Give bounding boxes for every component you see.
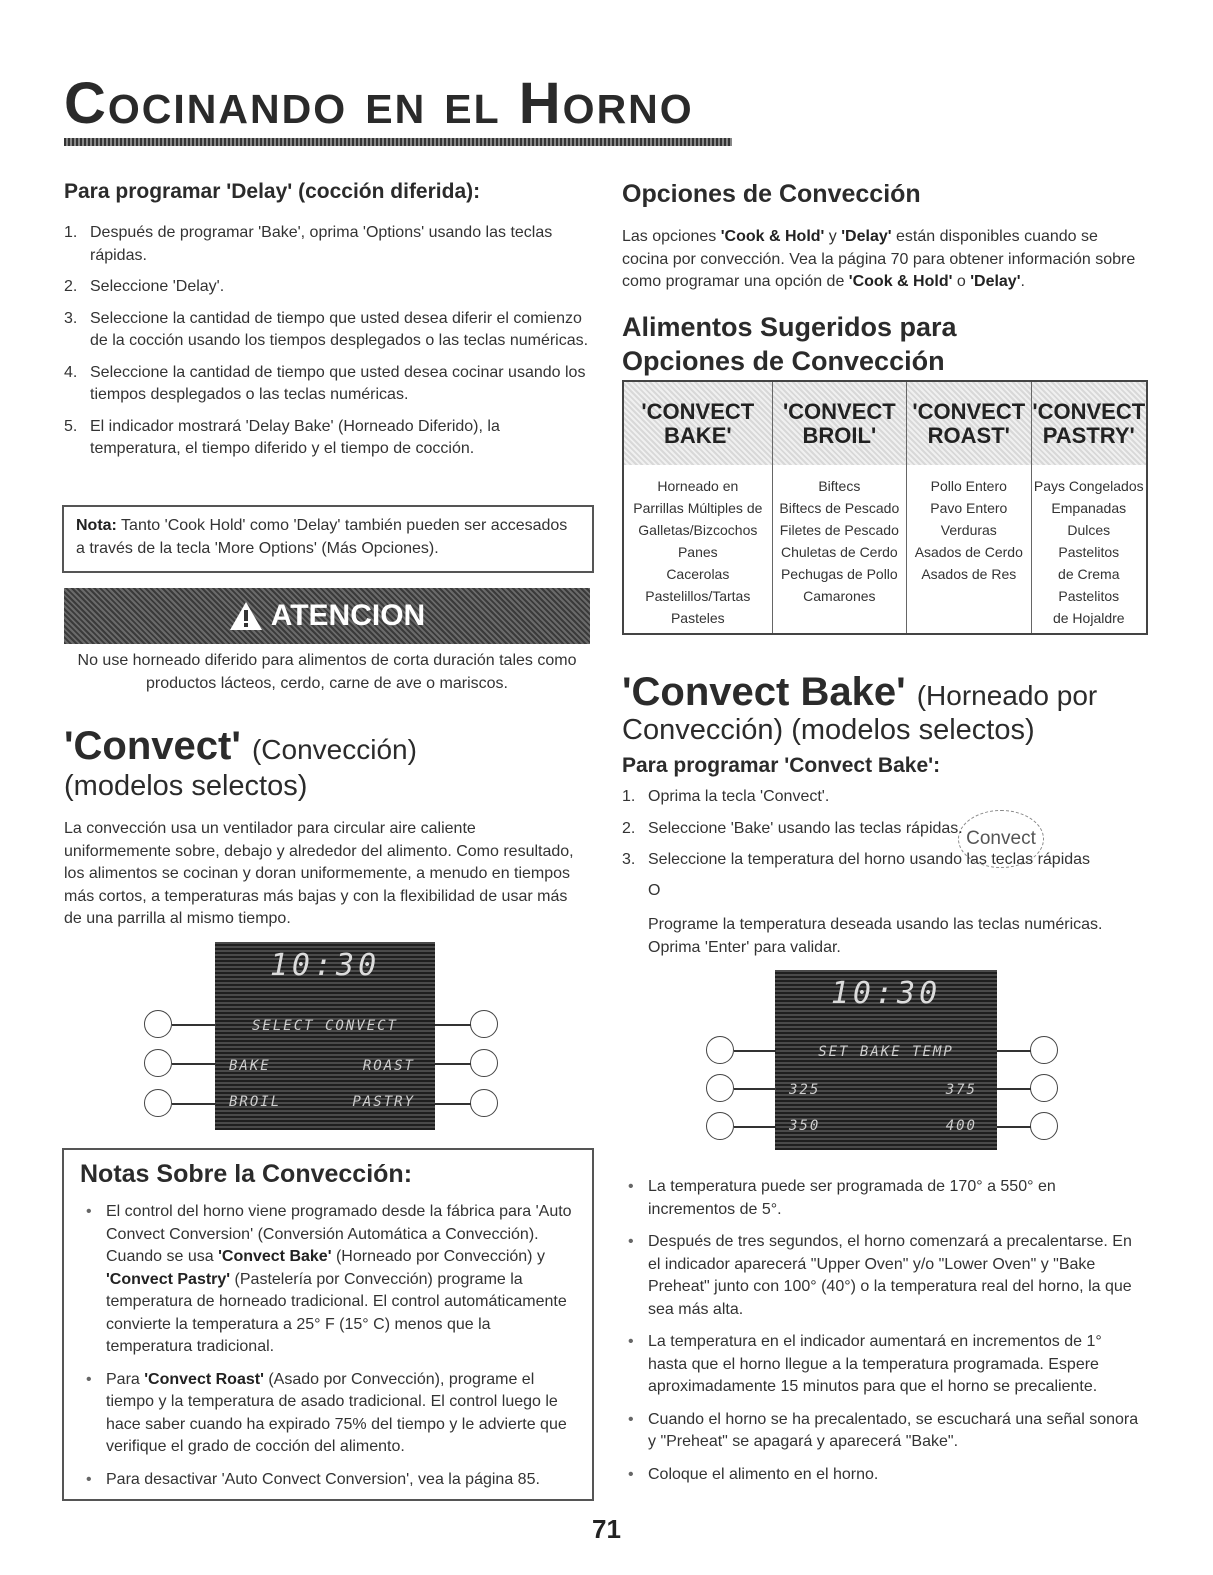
notes-heading: Notas Sobre la Convección: bbox=[80, 1160, 413, 1188]
delay-heading: Para programar 'Delay' (cocción diferida): bbox=[64, 180, 481, 203]
page-title: Cocinando en el Horno bbox=[64, 71, 694, 136]
convect-bake-step: 1. Oprima la tecla 'Convect'. bbox=[622, 788, 830, 805]
convect-bake-subtitle: Convección) (modelos selectos) bbox=[622, 714, 1035, 746]
convect-bake-alt-text: Programe la temperatura deseada usando las teclas numéricas. Oprima 'Enter' para validar. bbox=[648, 916, 1103, 956]
left-knob-3[interactable] bbox=[144, 1089, 172, 1117]
right-knob-1[interactable] bbox=[470, 1010, 498, 1038]
bullet-item: • Después de tres segundos, el horno comenzará a precalentarse. En el indicador aparecerá "Upper Oven" y/o "Lower Oven" y "Bake Preheat" junto con 100° (40°) o la temperatura real del horno, la que sea más alta. bbox=[622, 1231, 1142, 1321]
options-heading: Opciones de Convección bbox=[622, 180, 921, 208]
display-time: 10:30 bbox=[830, 976, 942, 1011]
delay-steps bbox=[64, 222, 594, 470]
display-row-1: SET BAKE TEMP bbox=[818, 1044, 954, 1060]
display-temp-400: 400 bbox=[945, 1118, 977, 1134]
delay-step: 1. Después de programar 'Bake', oprima 'Options' usando las teclas rápidas. bbox=[64, 224, 553, 264]
notes-item: • El control del horno viene programado desde la fábrica para 'Auto Convect Conversion' (Conversión Automática a Convección). Cuando se usa 'Convect Bake' (Horneado por Convección) y 'Convect Pastry' (Pastelería por Convección) programe la temperatura de horneado tradicional. El control automáticamente convierte la temperatura a 25° F (15° C) menos que la temperatura tradicional. bbox=[80, 1201, 576, 1359]
convect-description: La convección usa un ventilador para circular aire caliente uniformemente sobre, debajo y alrededor del alimento. Como resultado, los alimentos se cocinan y doran uniformemente, a menudo en tiempos más cortos, a temperaturas más bajas y con la flexibilidad de usar más de una parrilla al mismo tiempo. bbox=[64, 820, 574, 927]
convect-bake-title: 'Convect Bake' (Horneado por bbox=[622, 670, 1098, 714]
bullet-item: • Coloque el alimento en el horno. bbox=[622, 1464, 1142, 1487]
table-cell-roast: Pollo Entero Pavo Entero Verduras Asados de Cerdo Asados de Res bbox=[907, 465, 1032, 634]
display-row-1: SELECT CONVECT bbox=[251, 1018, 398, 1034]
bullet-item: • La temperatura puede ser programada de 170° a 550° en incrementos de 5°. bbox=[622, 1176, 1142, 1221]
display-option-roast: ROAST bbox=[362, 1058, 415, 1074]
delay-step: 3. Seleccione la cantidad de tiempo que usted desea diferir el comienzo de la cocción usando los tiempos desplegados o las teclas numéricas. bbox=[64, 309, 589, 349]
display-temp-375: 375 bbox=[945, 1082, 977, 1098]
convect-subtitle: (modelos selectos) bbox=[64, 770, 308, 802]
right-knob-3[interactable] bbox=[1030, 1112, 1058, 1140]
left-knob-2[interactable] bbox=[706, 1074, 734, 1102]
left-knob-1[interactable] bbox=[706, 1036, 734, 1064]
left-knob-2[interactable] bbox=[144, 1049, 172, 1077]
warning-triangle-icon bbox=[229, 601, 263, 631]
display-temp-350: 350 bbox=[789, 1118, 821, 1134]
left-knob-3[interactable] bbox=[706, 1112, 734, 1140]
notes-list bbox=[80, 1201, 576, 1491]
bullet-item: • Cuando el horno se ha precalentado, se escuchará una señal sonora y "Preheat" se apagará y aparecerá "Bake". bbox=[622, 1409, 1142, 1454]
note-text: Tanto 'Cook Hold' como 'Delay' también pueden ser accesados a través de la tecla 'More Options' (Más Opciones). bbox=[76, 517, 568, 557]
display-temp-325: 325 bbox=[789, 1082, 821, 1098]
table-cell-pastry: Pays Congelados Empanadas Dulces Pastelitos de Crema Pastelitos de Hojaldre bbox=[1033, 478, 1144, 626]
display-option-broil: BROIL bbox=[229, 1094, 282, 1110]
warning-label: ATENCION bbox=[270, 599, 426, 632]
delay-step: 4. Seleccione la cantidad de tiempo que usted desea cocinar usando los tiempos desplegados o las teclas numéricas. bbox=[64, 363, 586, 403]
display-option-pastry: PASTRY bbox=[352, 1094, 415, 1110]
left-knob-1[interactable] bbox=[144, 1010, 172, 1038]
bake-display-panel bbox=[700, 970, 1070, 1160]
notes-item: • Para 'Convect Roast' (Asado por Convección), programe el tiempo y la temperatura de asado tradicional. El control luego le hace saber cuando ha expirado 75% del tiempo y le advierte que verifique el grado de cocción del alimento. bbox=[80, 1369, 576, 1459]
foods-heading-line2: Opciones de Convección bbox=[622, 346, 945, 376]
table-cell-bake: Horneado en Parrillas Múltiples de Galletas/Bizcochos Panes Cacerolas Pastelillos/Tartas Pasteles bbox=[623, 465, 772, 634]
column-header-broil: 'CONVECT BROIL' bbox=[772, 381, 906, 465]
convect-key-button[interactable]: Convect bbox=[958, 810, 1044, 868]
convect-bake-step: 2. Seleccione 'Bake' usando las teclas rápidas. bbox=[622, 819, 963, 837]
notes-item: • Para desactivar 'Auto Convect Conversion', vea la página 85. bbox=[80, 1469, 576, 1492]
convect-bake-step: 3. Seleccione la temperatura del horno usando las teclas rápidas bbox=[622, 851, 1091, 868]
warning-banner bbox=[64, 588, 590, 644]
delay-step: 2. Seleccione 'Delay'. bbox=[64, 278, 225, 295]
bake-display-screen bbox=[775, 970, 997, 1150]
column-header-bake: 'CONVECT BAKE' bbox=[623, 381, 772, 465]
convect-bake-bullets bbox=[622, 1176, 1142, 1496]
foods-heading-line1: Alimentos Sugeridos para bbox=[622, 312, 957, 342]
note-label: Nota: bbox=[76, 517, 117, 534]
column-header-roast: 'CONVECT ROAST' bbox=[907, 381, 1032, 465]
bullet-item: • La temperatura en el indicador aumentará en incrementos de 1° hasta que el horno llegue a la temperatura programada. Espere aproximadamente 15 minutos para que el horno se precaliente. bbox=[622, 1331, 1142, 1399]
title-divider bbox=[64, 138, 732, 146]
display-time: 10:30 bbox=[269, 948, 381, 983]
convect-title: 'Convect' (Convección) bbox=[64, 724, 417, 768]
delay-step: 5. El indicador mostrará 'Delay Bake' (Horneado Diferido), la temperatura, el tiempo diferido y el tiempo de cocción. bbox=[64, 417, 500, 457]
or-label: O bbox=[648, 882, 661, 899]
right-knob-2[interactable] bbox=[1030, 1074, 1058, 1102]
right-knob-2[interactable] bbox=[470, 1049, 498, 1077]
suggested-foods-table bbox=[622, 380, 1148, 635]
convection-notes-box bbox=[62, 1148, 594, 1501]
options-text: Las opciones 'Cook & Hold' y 'Delay' están disponibles cuando se cocina por convección. Vea la página 70 para obtener información sobre como programar una opción de 'Cook & Hold' o 'Delay'. bbox=[622, 228, 1136, 290]
right-knob-1[interactable] bbox=[1030, 1036, 1058, 1064]
convect-display-screen bbox=[215, 942, 435, 1130]
column-header-pastry: 'CONVECT PASTRY' bbox=[1031, 381, 1147, 465]
convect-display-panel bbox=[140, 942, 510, 1142]
display-option-bake: BAKE bbox=[229, 1058, 271, 1074]
delay-note-box bbox=[62, 505, 594, 573]
warning-text: No use horneado diferido para alimentos de corta duración tales como productos lácteos, cerdo, carne de ave o mariscos. bbox=[77, 652, 577, 692]
convect-bake-steps bbox=[622, 786, 1148, 881]
table-cell-broil: Biftecs Biftecs de Pescado Filetes de Pescado Chuletas de Cerdo Pechugas de Pollo Camarones bbox=[772, 465, 906, 634]
page-number: 71 bbox=[592, 1514, 621, 1544]
convect-bake-prog-heading: Para programar 'Convect Bake': bbox=[622, 754, 941, 777]
right-knob-3[interactable] bbox=[470, 1089, 498, 1117]
